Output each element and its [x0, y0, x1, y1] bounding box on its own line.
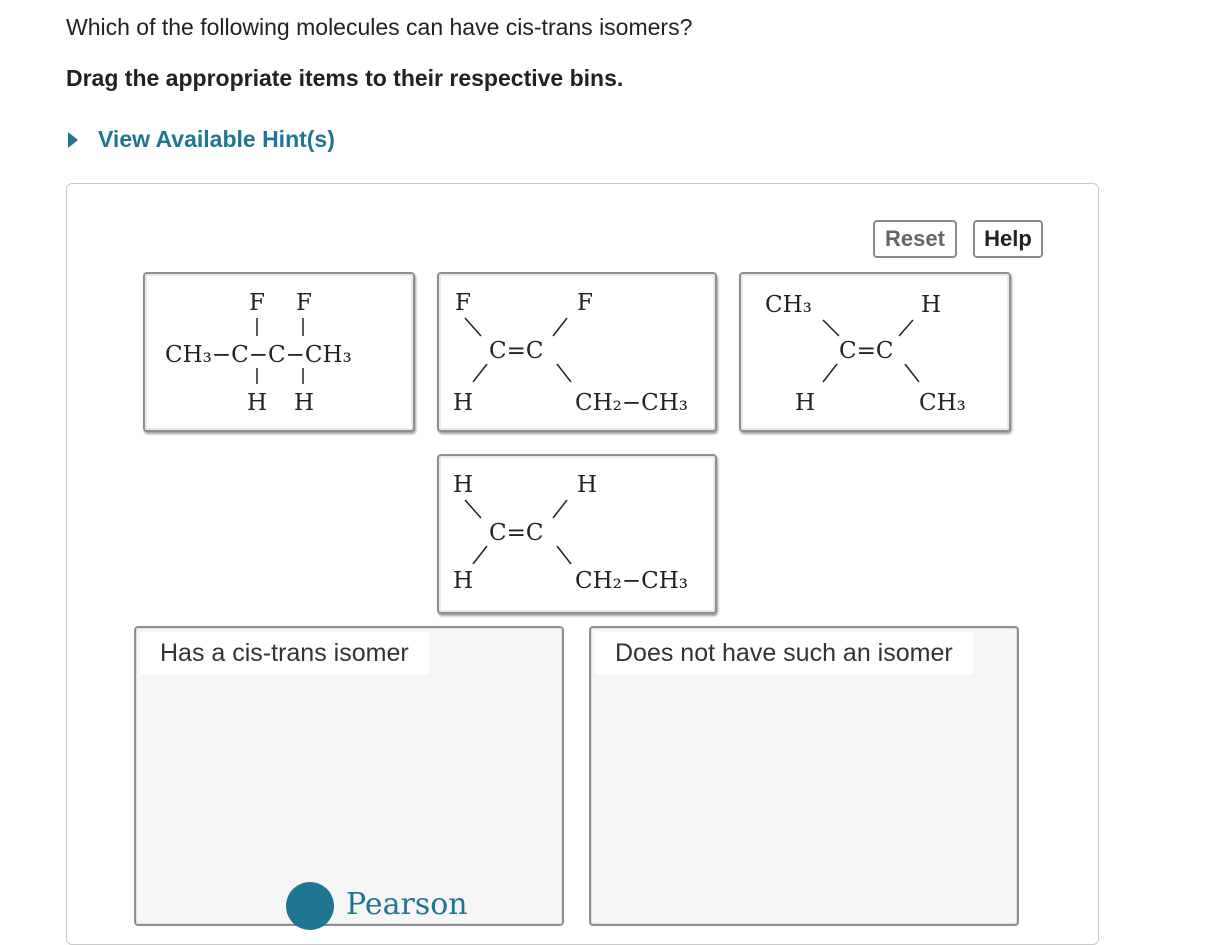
bin-no-cis-trans[interactable]	[589, 626, 1019, 926]
molecule-structure-4	[439, 456, 715, 612]
view-hints-label: View Available Hint(s)	[98, 126, 335, 152]
molecule-structure-1	[145, 274, 413, 430]
atom-label: F	[455, 290, 471, 316]
group-label: CH₃	[919, 390, 966, 416]
group-label: CH₃	[765, 292, 812, 318]
molecule-structure-3	[741, 274, 1009, 430]
atom-label: F	[296, 290, 312, 316]
atom-label: H	[795, 390, 816, 416]
molecule-tile-butene-terminal[interactable]	[437, 454, 717, 614]
bin-label: Does not have such an isomer	[595, 632, 973, 674]
atom-label: F	[577, 290, 593, 316]
instruction-text: Drag the appropriate items to their respective bins.	[66, 65, 624, 91]
pearson-logo-mark	[282, 878, 502, 922]
atom-label: H	[453, 472, 474, 498]
atom-label: H	[453, 390, 474, 416]
group-label: CH₂−CH₃	[575, 568, 689, 594]
help-button[interactable]: Help	[973, 220, 1043, 258]
chain-label: CH₃−C−C−CH₃	[165, 342, 352, 368]
group-label: CH₂−CH₃	[575, 390, 689, 416]
logo-wordmark: Pearson	[346, 887, 468, 922]
expand-triangle-icon	[68, 132, 78, 148]
double-bond-label: C=C	[489, 520, 544, 546]
molecule-structure-2	[439, 274, 715, 430]
atom-label: H	[247, 390, 268, 416]
view-hints-link[interactable]	[66, 126, 335, 153]
molecule-tile-difluorobutene[interactable]	[437, 272, 717, 432]
atom-label: F	[249, 290, 265, 316]
atom-label: H	[453, 568, 474, 594]
atom-label: H	[921, 292, 942, 318]
bin-label: Has a cis-trans isomer	[140, 632, 429, 674]
atom-label: H	[577, 472, 598, 498]
molecule-tile-difluorobutane[interactable]	[143, 272, 415, 432]
double-bond-label: C=C	[839, 338, 894, 364]
double-bond-label: C=C	[489, 338, 544, 364]
pearson-logo	[282, 878, 502, 922]
question-text: Which of the following molecules can have cis-trans isomers?	[66, 14, 693, 40]
atom-label: H	[294, 390, 315, 416]
molecule-tile-butene[interactable]	[739, 272, 1011, 432]
reset-button[interactable]: Reset	[873, 220, 957, 258]
